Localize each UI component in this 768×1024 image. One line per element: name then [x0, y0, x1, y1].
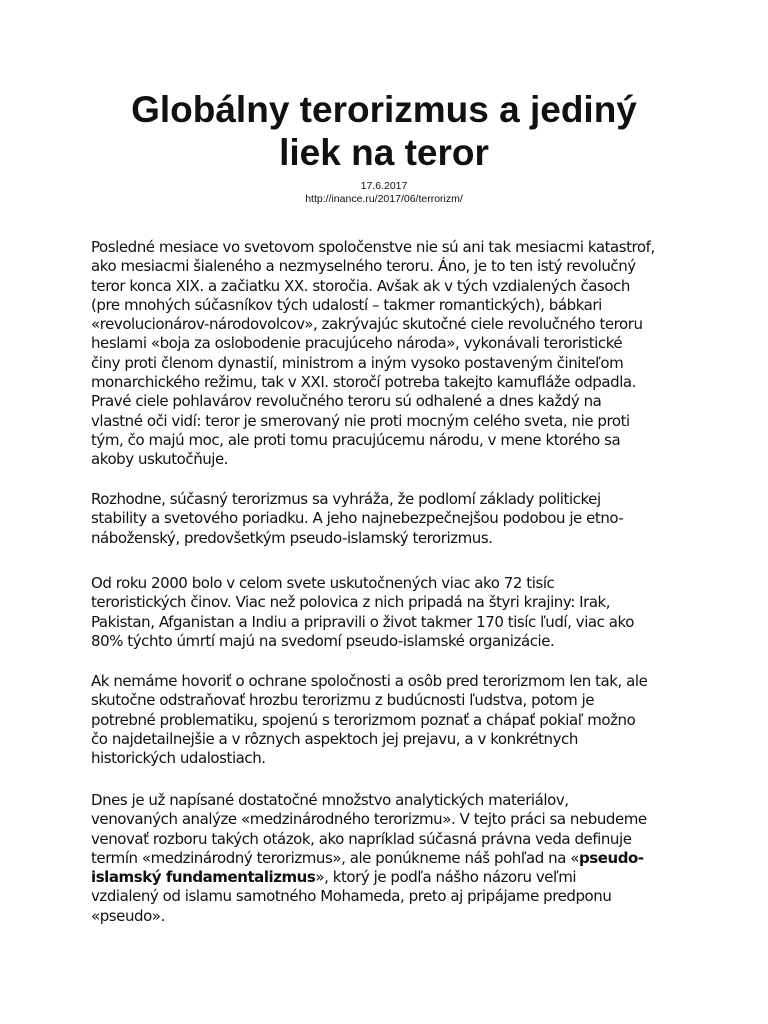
paragraph-3: Od roku 2000 bolo v celom svete uskutočnených viac ako 72 tisíc teroristických činov. Viac než polovica z nich pripadá na štyri krajiny: Irak, Pakistan, Afganistan a Indiu a pripravili o život takmer 170 tisíc ľudí, viac ako 80% týchto úmrtí majú na svedomí pseudo-islamské organizácie.: [91, 574, 634, 650]
paragraph-2: Rozhodne, súčasný terorizmus sa vyhráža, že podlomí základy politickej stability a svetového poriadku. A jeho najnebezpečnejšou podobou je etno- náboženský, predovšetkým pseudo-islamský terorizmus.: [91, 490, 624, 547]
publication-date: 17.6.2017: [360, 180, 408, 192]
document-title: [60, 88, 708, 174]
paragraph-1: Posledné mesiace vo svetovom spoločenstve nie sú ani tak mesiacmi katastrof, ako mesiacmi šialeného a nezmyselného teroru. Áno, je to ten istý revolučný teror konca XIX. a začiatku XX. storočia. Avšak ak v tých vzdialených časoch (pre mnohých súčasníkov tých udalostí – takmer romantických), bábkari «revolucionárov-národovolcov», zakrývajúc skutočné ciele revolučného teroru heslami «boja za oslobodenie pracujúceho národa», vykonávali teroristické činy proti členom dynastií, ministrom a iným vysoko postaveným činiteľom monarchického režimu, tak v XXI. storočí potreba takejto kamufláže odpadla. Pravé ciele pohlavárov revolučného teroru sú odhalené a dnes každý na vlastné oči vidí: teror je smerovaný nie proti mocným celého sveta, nie proti tým, čo majú moc, ale proti tomu pracujúcemu národu, v mene ktorého sa akoby uskutočňuje.: [91, 238, 655, 469]
paragraph-5-bold-term: pseudo- islamský fundamentalizmus: [91, 848, 644, 887]
title-line-1: Globálny terorizmus a jediný: [131, 89, 637, 130]
source-url: http://inance.ru/2017/06/terrorizm/: [305, 193, 463, 205]
paragraph-5: [91, 791, 691, 926]
paragraph-4: Ak nemáme hovoriť o ochrane spoločnosti a osôb pred terorizmom len tak, ale skutočne odstraňovať hrozbu terorizmu z budúcnosti ľudstva, potom je potrebné problematiku, spojenú s terorizmom poznať a chápať pokiaľ možno čo najdetailnejšie a v rôznych aspektoch jej prejavu, a v konkrétnych historických udalostiach.: [91, 672, 648, 768]
document-meta: [184, 180, 584, 206]
paragraph-5-text-end: », ktorý je podľa nášho názoru veľmi vzdialený od islamu samotného Mohameda, preto aj pripájame predponu «pseudo».: [91, 868, 612, 925]
paragraph-5-text-start: Dnes je už napísané dostatočné množstvo analytických materiálov, venovaných analýze «medzinárodného terorizmu». V tejto práci sa nebudeme venovať rozboru takých otázok, ako napríklad súčasná právna veda definuje termín «medzinárodný terorizmus», ale ponúkneme náš pohľad na «: [91, 791, 647, 867]
title-line-2: liek na teror: [279, 132, 489, 173]
